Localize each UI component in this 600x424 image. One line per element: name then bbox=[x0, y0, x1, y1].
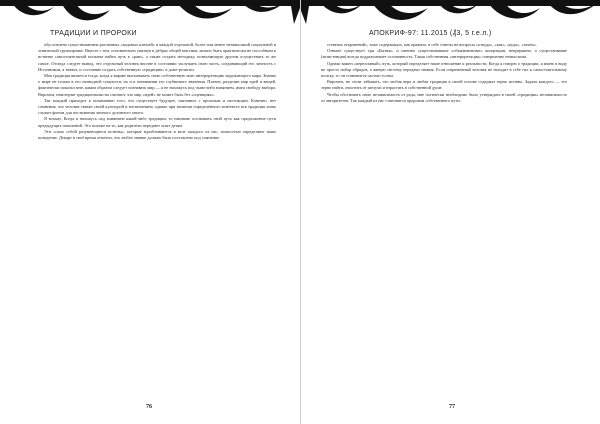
paragraph: стемных откровений», тоже содержащих, как правило, в себе ответы на вопросы «откуда», «как», «куда», «зачем». bbox=[327, 42, 537, 47]
right-page bbox=[300, 0, 600, 424]
paragraph: обусловлено существованием различных «кодовых ключей» в каждой отдельной, более или менее независимой социальной и этнической группировке. Вместе с тем, основательно увязнув в дебрях общей мистики, можно быть практически не способным к истинно самостоятельной попытке найти путь к «раю», а также создать методику, позволяющую другим осуществить то же самое. Отсюда следует вывод, что отдельный человек вполне в состоянии заслужить свою часть, соединяющий его личность с Источником, а значит, и состояние создать собственную «традицию» в доме-религии. bbox=[38, 42, 276, 72]
paragraph: Моя традиция является тогда, когда я вправе высказывать свою собственную мою интерпретацию окружающего мира. Знание о мире не только в его очевидной сущности, но и в понимании его глубинного значения. Платон, разделив мир идей и вещей, фактически показал мне, каким образом следует познавать мир — я не нахожусь под чьим-либо влиянием, имея свободу выбора. Впрочем, некоторые традиционалисты считают, что мир «идей» не может быть без «оценщика». bbox=[38, 73, 276, 97]
paragraph: Эти «само собой разумеющиеся истины», которые вдалбливаются в мозг каждого из нас, полностью определяют наше поведение. Декарт в своё время отметил, что любое знание должно быть поставлено под сомнение. bbox=[38, 128, 276, 141]
paragraph: Отныне существует три «Бытия», и именно существовавшие «обыкновенные» концепции, непрерывно, а существование (экзистенция) всегда подразумевает осознанность. Такая собственная «интерпретация» совершенно немыслима. bbox=[321, 48, 567, 60]
paragraph: Впрочем, не стоит забывать, что любая вера и любая традиция в своей основе содержат зерно истины. Задача каждого — это зерно найти, очистить от шелухи и взрастить в собственной душе. bbox=[321, 79, 567, 91]
paragraph: Так каждый приходит к пониманию того, что существует будущее, связанное с прошлым и настоящим. Конечно, нет сомнения, что человек связан своей культурой и воспитанием, однако при наличии определённого контекста вся традиция лишь служит фоном для постижения личного духовного опыта. bbox=[38, 97, 276, 116]
left-page-number: 76 bbox=[146, 404, 152, 410]
left-body-text bbox=[38, 42, 276, 141]
right-running-head: АПОКРИФ-97: 11.2015 (₰3, 5 г.е.л.) bbox=[369, 30, 492, 37]
paragraph: Однако важен «переломный» путь, который определяет наше отношение к реальности. Когда я говорю о традиции, я имею в виду не просто набор обрядов, а живую систему передачи знания. Если современный человек не находит в себе сил к самостоятельному поиску, то он становится частью толпы. bbox=[321, 60, 567, 79]
left-running-head: ТРАДИЦИИ И ПРОРОКИ bbox=[50, 30, 137, 37]
paragraph: Чтобы обосновать свою независимость от рода, мне логически необходимо было утверждать в своей «традиции» независимость от авторитетов. Так каждый из нас становится пророком собственного пути. bbox=[321, 91, 567, 103]
right-body-text bbox=[321, 42, 567, 104]
right-page-number: 77 bbox=[449, 404, 455, 410]
paragraph: Я возьму. Когда я нахожусь под влиянием какой-либо традиции, то начинаю осознавать свой путь как продолжение пути предыдущих поколений. Это похоже на то, как родители передают опыт детям. bbox=[38, 116, 276, 128]
